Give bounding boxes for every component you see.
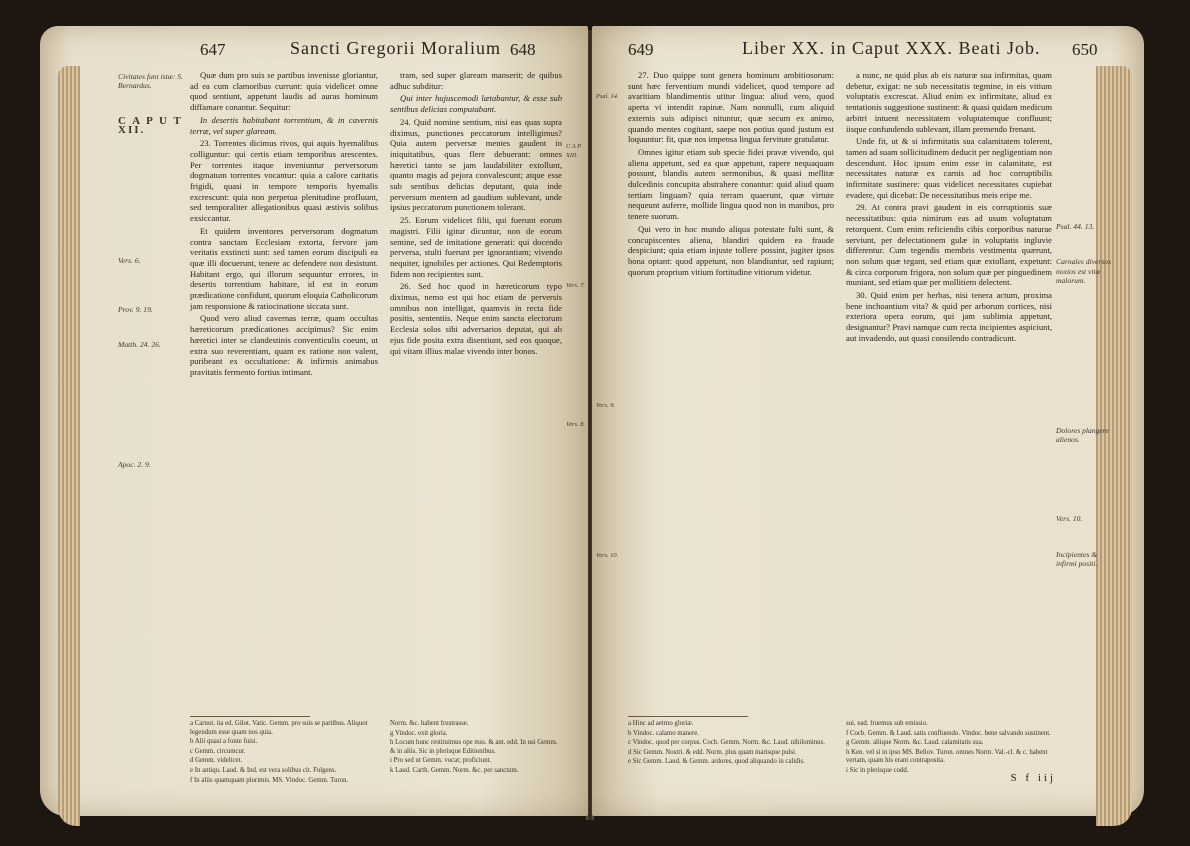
left-page-header [40,36,588,60]
scripture-quote: In desertis habitabant torrentium, & in cavernis terræ, vel super glaream. [190,114,378,136]
footnote: i Sic in plerisque codd. [846,766,909,774]
margin-note: Vers. 6. [118,255,141,265]
footnote: e In antiqu. Laud. & Ind. est vera solibus cit. Fulgens. [190,766,337,774]
right-running-title: Liber XX. in Caput XXX. Beati Job. [742,38,1041,58]
right-outer-margin-notes [1056,72,1112,595]
margin-note: Psal. 14. [596,93,619,100]
paragraph: Quod vero aliud cavernas terræ, quam occultas hæreticorum prædicationes accipimus? Sic enim hæretici inter se clandestinis conventiculis coeunt, ut extra suo reverentiam, quam ex ratione non valent, puribeant ex occultatione: & infirmis animabus pravitatis fermento fortius intimant. [190,313,378,377]
margin-note: Matth. 24. 26. [118,340,161,350]
paragraph: 29. At contra pravi gaudent in eis corruptionis suæ necessitatibus: quia nimirum eas ad usum voluptatum retorquent. Cum enim reficiendis cibis corporibus naturae serviunt, per delectationem gulæ in voluptatis ingluvie differentur. Cum tegendis membris vestimenta quærunt, non solum quæ tegant, sed etiam quæ extollant, expetunt: & circa corporum frigora, non solum quæ per pinguedinem muniant, sed etiam quæ per mollitiem delectent. [846,202,1052,288]
margin-note: Vers. 8. [566,421,585,429]
left-text-column-b [390,70,562,710]
left-page-number-left: 647 [200,40,226,59]
margin-note: C A P. XIII. [566,143,582,160]
margin-note: Civitates funt istæ: S. Bernardus. [118,72,183,91]
left-page-number-right: 648 [510,40,536,59]
left-page-edges [58,66,80,826]
footnote: c Vindoc. quod per corpus. Cocb. Gemm. Norm. &c. Laud. nihilominus. [628,739,825,747]
paragraph: 23. Torrentes dicimus rivos, qui aquis hyemalibus colliguntur: qui certis etiam temporibus arescentes. Per torrentes itaque inveniuntur perversorum dogmatum torrentes vocantur: quia a calore caritatis frigidi, quasi in tempore temporis hyemalis excrescunt: quia non perpetua plenitudine profluunt, sed temporaliter allegationibus quasi æstivis solibus exsiccantur. [190,138,378,224]
paragraph: Et quidem inventores perversorum dogmatum contra sanctam Ecclesiam extorta, fervore jam veritatis exstincti sunt: sed tamen eorum discipuli ea quæ illi docuerunt, tenere ac defendere non desistunt. Habitant ergo, qui illorum sequuntur errores, in desertis torrentium habitare, id est in eorum prædicatione confidunt, quorum eloquia Catholicorum jam responsione & ratiocinatione siccata sunt. [190,225,378,311]
footnote: d Sic Gemm. Nostri. & edd. Norm. plus quam marisque pulsi. [628,748,797,756]
footnote: e Sic Gemm. Laud. & Gemm. ardores, quod aliquando in calidis. [628,758,805,766]
footnote: h Locum hunc restituimus ope mss. & ant. edd. In usi Gemm. & in aliis. Sic in plerisque Editionibus. [390,739,558,755]
footnote: a Hinc ad aetrno gloriæ. [628,720,694,727]
margin-note: Carnales diversos noxios est vitæ malorum. [1056,257,1112,286]
footnote: Norm. &c. habent frustrasse. [390,720,469,727]
margin-note: Vers. 7. [566,281,585,289]
left-outer-margin-notes [118,72,184,495]
margin-note: Dolores plangere alienos. [1056,425,1109,445]
footnote-rule [628,716,748,717]
footnote: f Cocb. Gemm. & Laud. satis confluendo. Vindoc. bene salvando sustinent. [846,729,1051,737]
chapter-heading: C A P U T XII. [118,114,183,137]
right-page-number-left: 649 [628,40,654,59]
right-page [592,26,1144,816]
left-text-column-a [190,70,378,710]
margin-note: Prov. 9. 19. [118,305,153,315]
footnote: b Alii quasi a fonte fuisi. [190,738,258,746]
margin-note: Vers. 10. [1056,514,1083,524]
paragraph: 30. Quid enim per herbas, nisi tenera actum, proxima bene inchoantium vita? & quid per arborum cortices, nisi exteriora opera eorum, qui jam sublimia appetunt, designantur? Pravi namque cum recta incipientes aspiciunt, aut invadendo, aut quasi consilendo contradicunt. [846,290,1052,343]
footnote: g Vindoc. exit gloria. [390,729,448,737]
right-text-column-b [846,70,1052,710]
right-footnotes-b [846,720,1052,804]
margin-note: Psal. 44. 13. [1056,222,1095,231]
left-footnotes-a [190,720,378,804]
paragraph: tram, sed super glaream manserit; de quibus adhuc subditur: [390,70,562,91]
right-page-header [592,36,1144,60]
paragraph: 27. Duo quippe sunt genera hominum ambitiosorum: sunt hæc ferventium mundi videlicet, quod tempore ad avaritiam blandimentis utitur lingua: aliud vero, quod aperta vi intendit rapinæ. Nam nonnulli, cum aliquid externis suis adipisci nituntur, quæ secum ex animo, quando mentes cogitant, saepe nos potius quod justum est loquuntur: fit, quæ nos impensa lingua fervitute gratulatur. [628,70,834,145]
footnote: f In aliis quamquam plurimis. MS. Vindoc. Gemm. Turon. [190,776,349,784]
paragraph: Omnes igitur etiam sub specie fidei pravæ vivendo, qui aliena appetunt, sed ea quæ appetunt, rapere nequaquam possunt, blandis autem sermonibus, & quasi mellitæ dulcedinis concupita abstrahere conantur: quid aliud quam tertiam linguam? quia terram quaerunt, quæ virtute nequeunt auferre, mollide lingua quod non in manibus, pro tenere suorum. [628,146,834,222]
right-footnotes-a [628,720,834,804]
margin-note: Apoc. 2. 9. [118,459,151,469]
left-running-title: Sancti Gregorii Moralium [290,38,501,58]
paragraph: Qui vero in hoc mundo aliqua potestate fulti sunt, & concupiscentes aliena, blandiri quidem ea fraude despiciunt; quia etiam injuste tollere possint, jugiter ipsos bona optant: quod appetunt, non blandiuntur, sed rapiunt; quorum proprium vitium fortitudine vitiorum videtur. [628,223,834,277]
margin-note: Incipientes & infirmi positi. [1056,549,1098,569]
paragraph: Unde fit, ut & si infirmitatis sua calamitatem tolerent, tamen ad suam sollicitudinem deducit per negligentiam non descendunt. Hoc ipsum enim esse in calamitate, est necessitates naturæ ex carnis ad hoc corruptibilis infirmitate sustinere: quas videlicet necessitates cupiebat evadere, qui dicebat: De necessitatibus meis eripe me. [846,136,1052,200]
left-page [40,26,588,816]
right-inner-margin-notes [596,72,626,586]
right-page-number-right: 650 [1072,40,1098,59]
margin-note: Vers. 9. [596,402,615,410]
footnote: sui, ead. fruemus sub emissio. [846,720,928,727]
footnote: d Gemm. videlicet. [190,757,243,765]
margin-note: Vers. 10. [596,551,619,559]
footnote: i Pro sed ut Gemm. vocat; proficiunt. [390,757,492,765]
left-inner-margin-notes [566,72,586,456]
footnote: h Ken. vel si in ipso MS. Bellov. Turon. omnes Norm. Val.-cl. & c. habent vertam, quam his erant contraposita. [846,748,1048,765]
footnote: b Vindoc. calamo manere. [628,729,699,737]
footnote: c Gemm. circumcur. [190,747,246,755]
paragraph: Quæ dum pro suis se partibus invenisse gloriantur, ad ea cum clamoribus currunt: quia videlicet omne quod sentiunt, appetunt laudis ad auras hominum diffamare conantur. Sequitur: [190,70,378,113]
footnote: k Laud. Carth. Gemm. Norm. &c. per sanctum. [390,766,519,774]
left-footnotes-b [390,720,562,804]
printer-signature: S f iij [1010,772,1056,784]
paragraph: a nunc, ne quid plus ab eis naturæ sua infirmitas, quam debetur, exigat: ne sub necessitatis tegmine, in eis vitium voluptatis excrescat. Aliud enim ex infirmitate, aliud ex tentationis suggestione sustinent: & quasi quidam medicum arbitri intuent necessitatem voluptatemque confluunt; iisque confundendo sublevant, illam premendo frenant. [846,70,1052,134]
paragraph: 24. Quid nomine sentium, nisi eas quas supra diximus, punctiones peccatorum intelligimus? Quia autem perversæ mentes gaudent in iniquitatibus, quas flere debuerant: omnes hæretici tanto se jam laudabiliter extollunt, quanto magis ad pejora convalescunt; atque esse sub sentibus delicias deputant, quia inde perversum mentem ad gaudium sublevant, unde ipsius peccatorum punctionem tolerant. [390,116,562,213]
scripture-quote: Qui inter hujuscemodi lætabantur, & esse sub sentibus delicias computabant. [390,93,562,115]
footnote-rule [190,716,310,717]
footnote: a Carnot. ita ed. Gilot. Vatic. Gemm. pro suis se partibus. Aliquot legendum esse quam nos quia. [190,720,368,736]
right-text-column-a [628,70,834,710]
paragraph: 25. Eorum videlicet filii, qui fuerunt eorum magistri. Filii igitur dicuntur, non de eorum semine, sed de imitatione generati: qui docendo perversa, stulti fuerunt per ignorantiam; vivendo nequiter, ignobiles per actiones. Qui Redemptoris fidem non recipientes sunt. [390,215,562,279]
footnote: g Gemm. aliique Norm. &c. Laud. calamitatis sua. [846,739,984,747]
paragraph: 26. Sed hoc quod in hæreticorum typo diximus, nemo est qui hoc etiam de perversis omnibus non intelligat, quamvis in recta fide positis, sententiis. Neque enim sancta electorum Ecclesia solos sibi adversarios deputat, qui ab ejus fide posita extra disentiunt, sed eos quoque, qui vitam illius malae vivendo inter bonos. [390,281,562,356]
